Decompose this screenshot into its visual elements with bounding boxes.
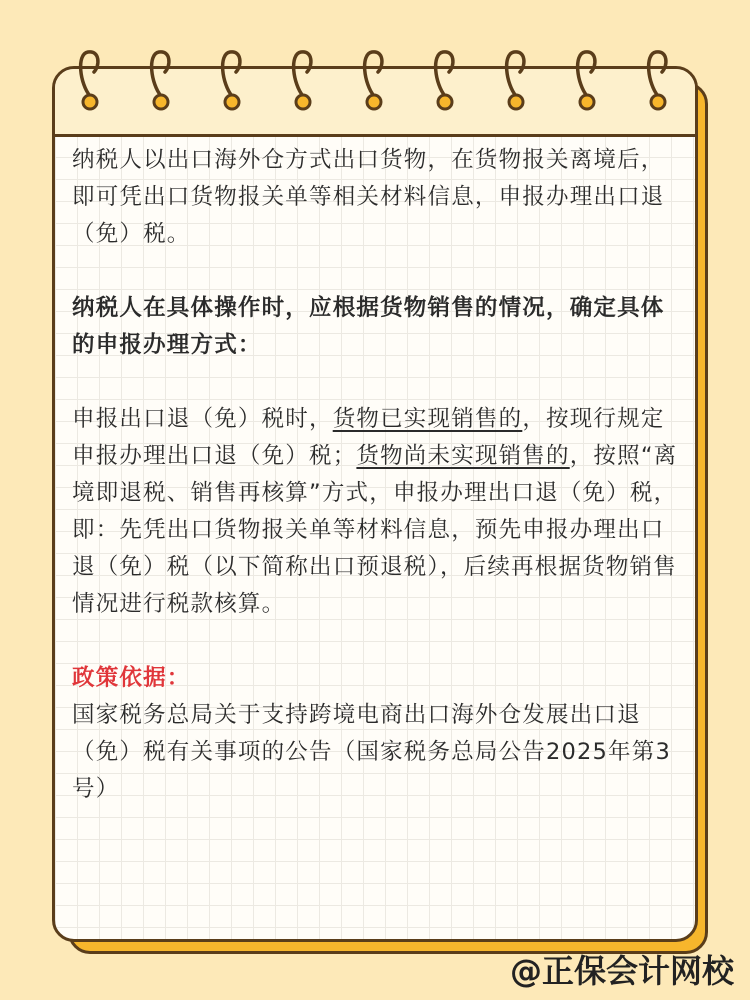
intro-paragraph: 纳税人以出口海外仓方式出口货物，在货物报关离境后，即可凭出口货物报关单等相关材料信息，申报办理出口退（免）税。 — [72, 147, 665, 247]
ring-icon — [634, 44, 674, 114]
sold-goods-highlight: 货物已实现销售的 — [332, 406, 523, 432]
ring-icon — [279, 44, 319, 114]
ring-icon — [421, 44, 461, 114]
ring-icon — [492, 44, 532, 114]
ring-icon — [350, 44, 390, 114]
unsold-goods-highlight: 货物尚未实现销售的 — [356, 443, 570, 469]
ring-icon — [208, 44, 248, 114]
brand-watermark: @正保会计网校 — [509, 952, 734, 990]
ring-icon — [563, 44, 603, 114]
policy-title: 政策依据： — [72, 665, 191, 691]
ring-icon — [66, 44, 106, 114]
declaration-text-2: ，按现行规定申报办理出口退（免）税； — [72, 406, 665, 469]
policy-text: 国家税务总局关于支持跨境电商出口海外仓发展出口退（免）税有关事项的公告（国家税务总局公告2025年第3号） — [72, 702, 671, 802]
declaration-text-1: 申报出口退（免）税时， — [72, 406, 333, 432]
operation-heading: 纳税人在具体操作时，应根据货物销售的情况，确定具体的申报办理方式： — [72, 295, 665, 358]
declaration-paragraph — [72, 401, 682, 623]
ring-icon — [137, 44, 177, 114]
declaration-text-3: ，按照“离境即退税、销售再核算”方式，申报办理出口退（免）税，即：先凭出口货物报关单等材料信息，预先申报办理出口退（免）税（以下简称出口预退税），后续再根据货物销售情况进行税款核算。 — [72, 443, 678, 617]
notebook-content — [72, 142, 682, 808]
